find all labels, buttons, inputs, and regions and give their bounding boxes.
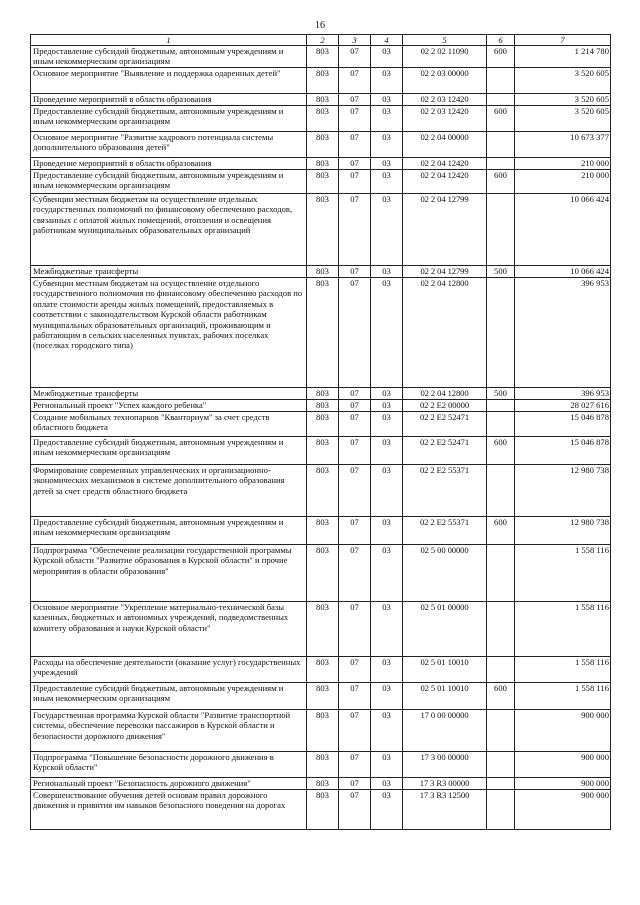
subsection-code: 03 (371, 437, 403, 465)
row-name: Межбюджетные трансферты (31, 388, 307, 400)
amount: 12 980 738 (515, 517, 611, 545)
amount: 210 000 (515, 170, 611, 194)
target-article-code: 17 3 00 00000 (403, 752, 487, 778)
target-article-code: 02 2 04 12800 (403, 388, 487, 400)
amount: 900 000 (515, 752, 611, 778)
amount: 10 066 424 (515, 266, 611, 278)
table-row (31, 545, 611, 602)
section-code: 07 (339, 94, 371, 106)
target-article-code: 02 5 01 00000 (403, 602, 487, 657)
table-row (31, 400, 611, 412)
amount: 1 558 116 (515, 683, 611, 710)
table-row (31, 778, 611, 790)
table-row (31, 278, 611, 388)
row-name: Формирование современных управленческих и организационно-экономических механизмов в системе дополнительного образования детей за счет средств областного бюджета (31, 465, 307, 517)
section-code: 07 (339, 778, 371, 790)
row-name: Межбюджетные трансферты (31, 266, 307, 278)
section-code: 07 (339, 400, 371, 412)
expense-type-code: 600 (487, 170, 515, 194)
expense-type-code (487, 790, 515, 830)
amount: 900 000 (515, 778, 611, 790)
expense-type-code: 500 (487, 388, 515, 400)
table-row (31, 170, 611, 194)
row-name: Предоставление субсидий бюджетным, автономным учреждениям и иным некоммерческим организациям (31, 437, 307, 465)
amount: 15 046 878 (515, 437, 611, 465)
amount: 3 520 605 (515, 106, 611, 132)
expense-type-code (487, 158, 515, 170)
table-row (31, 388, 611, 400)
column-header: 5 (403, 35, 487, 46)
expense-type-code (487, 94, 515, 106)
header-row (31, 35, 611, 46)
target-article-code: 17 3 R3 12500 (403, 790, 487, 830)
ministry-code: 803 (307, 790, 339, 830)
subsection-code: 03 (371, 46, 403, 68)
expense-type-code (487, 465, 515, 517)
table-row (31, 68, 611, 94)
column-header: 1 (31, 35, 307, 46)
row-name: Предоставление субсидий бюджетным, автономным учреждениям и иным некоммерческим организациям (31, 517, 307, 545)
amount: 396 953 (515, 388, 611, 400)
row-name: Основное мероприятие "Выявление и поддержка одаренных детей" (31, 68, 307, 94)
section-code: 07 (339, 46, 371, 68)
row-name: Расходы на обеспечение деятельности (оказание услуг) государственных учреждений (31, 657, 307, 683)
ministry-code: 803 (307, 683, 339, 710)
column-header: 7 (515, 35, 611, 46)
row-name: Государственная программа Курской области "Развитие транспортной системы, обеспечение перевозки пассажиров в Курской области и безопасности дорожного движения" (31, 710, 307, 752)
ministry-code: 803 (307, 46, 339, 68)
row-name: Основное мероприятие "Развитие кадрового потенциала системы дополнительного образования детей" (31, 132, 307, 158)
ministry-code: 803 (307, 602, 339, 657)
ministry-code: 803 (307, 158, 339, 170)
ministry-code: 803 (307, 752, 339, 778)
subsection-code: 03 (371, 158, 403, 170)
expense-type-code (487, 132, 515, 158)
table-row (31, 602, 611, 657)
amount: 396 953 (515, 278, 611, 388)
ministry-code: 803 (307, 106, 339, 132)
amount: 28 027 616 (515, 400, 611, 412)
target-article-code: 02 2 03 00000 (403, 68, 487, 94)
row-name: Региональный проект "Успех каждого ребенка" (31, 400, 307, 412)
expense-type-code: 600 (487, 683, 515, 710)
subsection-code: 03 (371, 94, 403, 106)
amount: 1 558 116 (515, 657, 611, 683)
ministry-code: 803 (307, 194, 339, 266)
ministry-code: 803 (307, 778, 339, 790)
target-article-code: 02 2 04 00000 (403, 132, 487, 158)
amount: 900 000 (515, 710, 611, 752)
row-name: Основное мероприятие "Укрепление материально-технической базы казенных, бюджетных и автономных учреждений, подведомственных комитету образования и науки Курской области" (31, 602, 307, 657)
expense-type-code (487, 278, 515, 388)
table-row (31, 132, 611, 158)
row-name: Предоставление субсидий бюджетным, автономным учреждениям и иным некоммерческим организациям (31, 170, 307, 194)
expense-type-code (487, 68, 515, 94)
column-header: 2 (307, 35, 339, 46)
target-article-code: 02 5 01 10010 (403, 657, 487, 683)
expense-type-code (487, 778, 515, 790)
expense-type-code (487, 752, 515, 778)
section-code: 07 (339, 437, 371, 465)
subsection-code: 03 (371, 790, 403, 830)
subsection-code: 03 (371, 106, 403, 132)
table-row (31, 158, 611, 170)
row-name: Подпрограмма "Повышение безопасности дорожного движения в Курской области" (31, 752, 307, 778)
expense-type-code (487, 602, 515, 657)
table-row (31, 517, 611, 545)
section-code: 07 (339, 517, 371, 545)
section-code: 07 (339, 106, 371, 132)
amount: 15 046 878 (515, 412, 611, 437)
expense-type-code (487, 412, 515, 437)
expense-type-code: 600 (487, 517, 515, 545)
section-code: 07 (339, 602, 371, 657)
amount: 1 558 116 (515, 545, 611, 602)
target-article-code: 02 2 04 12420 (403, 170, 487, 194)
ministry-code: 803 (307, 68, 339, 94)
subsection-code: 03 (371, 170, 403, 194)
target-article-code: 02 2 04 12800 (403, 278, 487, 388)
ministry-code: 803 (307, 465, 339, 517)
table-row (31, 657, 611, 683)
table-row (31, 752, 611, 778)
section-code: 07 (339, 412, 371, 437)
expense-type-code: 600 (487, 106, 515, 132)
row-name: Предоставление субсидий бюджетным, автономным учреждениям и иным некоммерческим организациям (31, 46, 307, 68)
table-row (31, 106, 611, 132)
row-name: Совершенствование обучения детей основам правил дорожного движения и привития им навыков безопасного поведения на дорогах (31, 790, 307, 830)
section-code: 07 (339, 683, 371, 710)
section-code: 07 (339, 132, 371, 158)
subsection-code: 03 (371, 752, 403, 778)
row-name: Субвенции местным бюджетам на осуществление отдельного государственного полномочия по финансовому обеспечению расходов по оплате стоимости аренды жилых помещений, предоставляемых в соответствии с законодательством Курской области работникам муниципальных образовательных организаций, проживающим и работающим в сельских населенных пунктах, рабочих поселках (поселках городского типа) (31, 278, 307, 388)
target-article-code: 02 5 01 10010 (403, 683, 487, 710)
target-article-code: 02 2 04 12799 (403, 194, 487, 266)
subsection-code: 03 (371, 602, 403, 657)
ministry-code: 803 (307, 517, 339, 545)
ministry-code: 803 (307, 278, 339, 388)
section-code: 07 (339, 158, 371, 170)
amount: 900 000 (515, 790, 611, 830)
subsection-code: 03 (371, 132, 403, 158)
expense-type-code (487, 710, 515, 752)
row-name: Предоставление субсидий бюджетным, автономным учреждениям и иным некоммерческим организациям (31, 106, 307, 132)
subsection-code: 03 (371, 400, 403, 412)
section-code: 07 (339, 194, 371, 266)
ministry-code: 803 (307, 170, 339, 194)
target-article-code: 02 2 E2 52471 (403, 437, 487, 465)
subsection-code: 03 (371, 517, 403, 545)
expense-type-code (487, 545, 515, 602)
target-article-code: 02 2 04 12799 (403, 266, 487, 278)
ministry-code: 803 (307, 545, 339, 602)
row-name: Создание мобильных технопарков "Кванториум" за счет средств областного бюджета (31, 412, 307, 437)
subsection-code: 03 (371, 778, 403, 790)
table-row (31, 790, 611, 830)
subsection-code: 03 (371, 465, 403, 517)
table-row (31, 412, 611, 437)
section-code: 07 (339, 710, 371, 752)
amount: 3 520 605 (515, 68, 611, 94)
ministry-code: 803 (307, 412, 339, 437)
ministry-code: 803 (307, 400, 339, 412)
amount: 3 520 605 (515, 94, 611, 106)
amount: 210 000 (515, 158, 611, 170)
subsection-code: 03 (371, 545, 403, 602)
target-article-code: 02 2 E2 55371 (403, 465, 487, 517)
section-code: 07 (339, 266, 371, 278)
target-article-code: 02 2 02 11090 (403, 46, 487, 68)
column-header: 4 (371, 35, 403, 46)
expense-type-code (487, 657, 515, 683)
subsection-code: 03 (371, 710, 403, 752)
section-code: 07 (339, 68, 371, 94)
section-code: 07 (339, 545, 371, 602)
row-name: Субвенции местным бюджетам на осуществление отдельных государственных полномочий по финансовому обеспечению расходов, связанных с оплатой жилых помещений, отопления и освещения работникам муниципальных образовательных организаций (31, 194, 307, 266)
section-code: 07 (339, 465, 371, 517)
target-article-code: 17 3 R3 00000 (403, 778, 487, 790)
subsection-code: 03 (371, 412, 403, 437)
target-article-code: 17 0 00 00000 (403, 710, 487, 752)
target-article-code: 02 5 00 00000 (403, 545, 487, 602)
table-row (31, 465, 611, 517)
table-row (31, 437, 611, 465)
table-row (31, 683, 611, 710)
target-article-code: 02 2 E2 00000 (403, 400, 487, 412)
column-header: 3 (339, 35, 371, 46)
subsection-code: 03 (371, 68, 403, 94)
table-row (31, 94, 611, 106)
amount: 10 066 424 (515, 194, 611, 266)
table-row (31, 266, 611, 278)
expense-type-code (487, 400, 515, 412)
amount: 12 980 738 (515, 465, 611, 517)
ministry-code: 803 (307, 437, 339, 465)
target-article-code: 02 2 E2 55371 (403, 517, 487, 545)
section-code: 07 (339, 388, 371, 400)
subsection-code: 03 (371, 388, 403, 400)
amount: 1 558 116 (515, 602, 611, 657)
table-row (31, 46, 611, 68)
target-article-code: 02 2 04 12420 (403, 158, 487, 170)
ministry-code: 803 (307, 388, 339, 400)
subsection-code: 03 (371, 657, 403, 683)
table-row (31, 194, 611, 266)
subsection-code: 03 (371, 278, 403, 388)
expense-type-code: 600 (487, 46, 515, 68)
ministry-code: 803 (307, 94, 339, 106)
table-row (31, 710, 611, 752)
row-name: Подпрограмма "Обеспечение реализации государственной программы Курской области "Развитие образования в Курской области" и прочие мероприятия в области образования" (31, 545, 307, 602)
expense-type-code (487, 194, 515, 266)
expense-type-code: 500 (487, 266, 515, 278)
target-article-code: 02 2 03 12420 (403, 94, 487, 106)
subsection-code: 03 (371, 266, 403, 278)
section-code: 07 (339, 657, 371, 683)
target-article-code: 02 2 03 12420 (403, 106, 487, 132)
amount: 10 673 377 (515, 132, 611, 158)
target-article-code: 02 2 E2 52471 (403, 412, 487, 437)
row-name: Проведение мероприятий в области образования (31, 158, 307, 170)
section-code: 07 (339, 278, 371, 388)
amount: 1 214 780 (515, 46, 611, 68)
ministry-code: 803 (307, 266, 339, 278)
ministry-code: 803 (307, 657, 339, 683)
row-name: Предоставление субсидий бюджетным, автономным учреждениям и иным некоммерческим организациям (31, 683, 307, 710)
section-code: 07 (339, 170, 371, 194)
row-name: Проведение мероприятий в области образования (31, 94, 307, 106)
ministry-code: 803 (307, 710, 339, 752)
column-header: 6 (487, 35, 515, 46)
ministry-code: 803 (307, 132, 339, 158)
section-code: 07 (339, 752, 371, 778)
subsection-code: 03 (371, 683, 403, 710)
section-code: 07 (339, 790, 371, 830)
row-name: Региональный проект "Безопасность дорожного движения" (31, 778, 307, 790)
budget-table (30, 34, 611, 830)
page-number: 16 (315, 20, 325, 31)
expense-type-code: 600 (487, 437, 515, 465)
subsection-code: 03 (371, 194, 403, 266)
